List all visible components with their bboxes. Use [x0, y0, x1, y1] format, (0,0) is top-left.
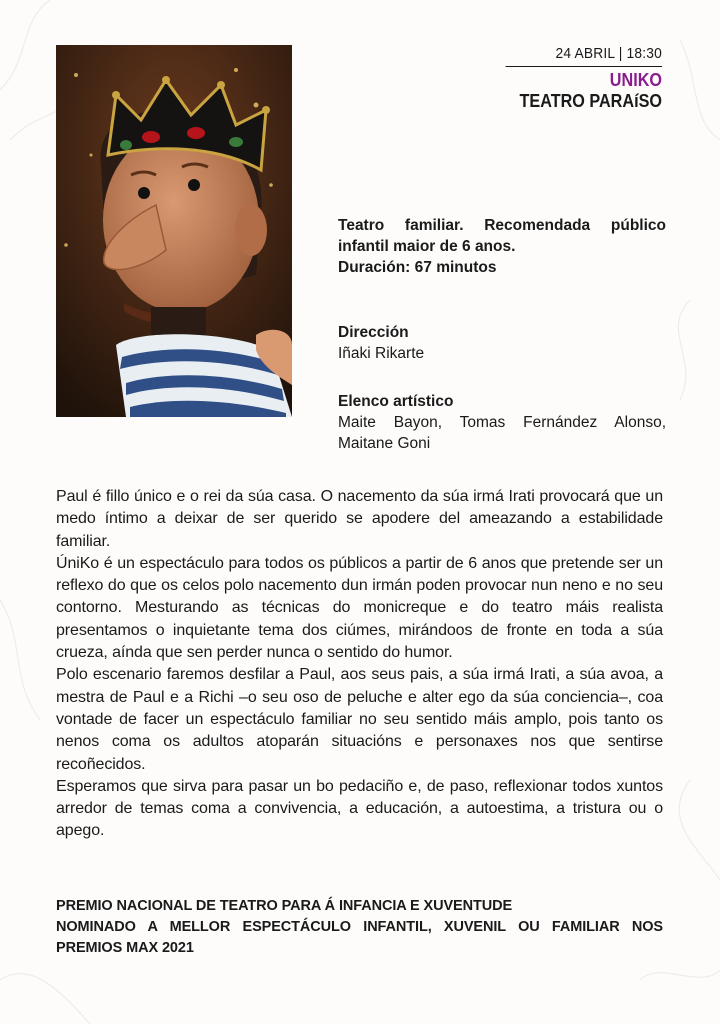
awards [56, 896, 663, 959]
puppet-illustration [56, 45, 292, 417]
direction-label: Dirección [338, 324, 409, 341]
synopsis-paragraph-4: Esperamos que sirva para pasar un bo pedaciño e, de paso, reflexionar todos xuntos arredor de temas coma a convivencia, a educación, a autoestima, a tristura ou o apego. [56, 777, 663, 840]
event-date-time: 24 ABRIL | 18:30 [506, 45, 662, 67]
company-name: TEATRO PARAíSO [519, 91, 662, 111]
audience-recommendation: Teatro familiar. Recomendada público infantil maior de 6 anos. [338, 217, 666, 255]
direction-value: Iñaki Rikarte [338, 345, 425, 362]
synopsis [56, 486, 663, 843]
synopsis-paragraph-2: ÚniKo é un espectáculo para todos os públicos a partir de 6 anos que pretende ser un reflexo do que os celos polo nacemento dun irmán poden provocar nun neno e no seu contorno. Mesturando as técnicas do monicreque e do teatro máis realista presentamos o inquietante tema dos ciúmes, mirándoos de fronte en toda a súa crueza, aínda que sen perder nunca o sentido do humor. [56, 554, 663, 662]
award-line-2: NOMINADO A MELLOR ESPECTÁCULO INFANTIL, XUVENIL OU FAMILIAR NOS PREMIOS MAX 2021 [56, 919, 663, 956]
show-info [338, 215, 666, 454]
cast-label: Elenco artístico [338, 393, 454, 410]
synopsis-paragraph-1: Paul é fillo único e o rei da súa casa. O nacemento da súa irmá Irati provocará que un medo íntimo a deixar de ser querido se apodere del ameazando a estabilidade familiar. [56, 488, 663, 550]
show-title: UNIKO [609, 70, 662, 90]
synopsis-paragraph-3: Polo escenario faremos desfilar a Paul, aos seus pais, a súa irmá Irati, a súa avoa, a mestra de Paul e a Richi –o seu oso de peluche e alter ego da súa conciencia–, coa vontade de facer un espectáculo familiar no seu sentido máis amplo, pois tanto os nenos coma os adultos atoparán situacións e personaxes nos que sentirse recoñecidos. [56, 666, 663, 773]
show-photo-puppet [56, 45, 292, 417]
award-line-1: PREMIO NACIONAL DE TEATRO PARA Á INFANCIA E XUVENTUDE [56, 898, 513, 914]
event-header [492, 45, 662, 112]
duration: Duración: 67 minutos [338, 259, 497, 276]
cast-value: Maite Bayon, Tomas Fernández Alonso, Maitane Goni [338, 414, 666, 452]
